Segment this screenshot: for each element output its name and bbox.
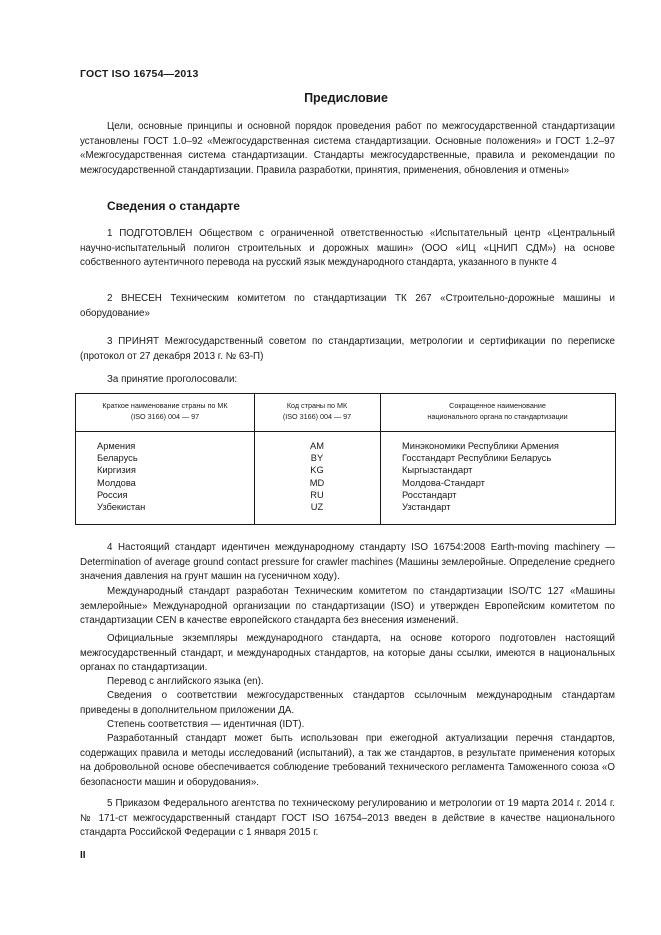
foreword-title-text: Предисловие <box>304 91 388 105</box>
item4-paragraph-6: Степень соответствия — идентичная (IDT). <box>107 719 305 730</box>
info-title: Сведения о стандарте <box>107 199 240 213</box>
table-cell: MD <box>309 477 325 488</box>
item4-paragraph-1: 4 Настоящий стандарт идентичен международному стандарту ISO 16754:2008 Earth-moving machinery — Determination of average ground contact pressure for crawler machines (Машины землеройные. Определение среднего значения давления на грунт машин на гусеничном ходу). <box>80 542 615 583</box>
item4-paragraph-2: Международный стандарт разработан Техническим комитетом по стандартизации ISO/TC 127 «Машины землеройные» Международной организации по стандартизации (ISO) и утвержден Европейским комитетом по стандартизации CEN в качестве европейского стандарта без внесения изменений. <box>80 586 615 627</box>
table-header-body: Сокращенное наименование национального органа по стандартизации <box>427 401 568 421</box>
table-cell: Молдова <box>97 477 136 488</box>
item5-paragraph: 5 Приказом Федерального агентства по техническому регулированию и метрологии от 19 марта 2014 г. 2014 г. № 171-ст межгосударственный стандарт ГОСТ ISO 16754–2013 введен в действие в качестве национального стандарта Российской Федерации с 1 января 2015 г. <box>80 798 615 839</box>
document-id-header: ГОСТ ISO 16754—2013 <box>80 68 199 80</box>
foreword-title <box>0 91 661 105</box>
info-item-3: 3 ПРИНЯТ Межгосударственный советом по стандартизации, метрологии и сертификации по переписке (протокол от 27 декабря 2013 г. № 63-П) <box>80 336 615 362</box>
table-cell: BY <box>310 453 324 464</box>
table-column-bodies <box>402 440 559 513</box>
table-cell: Киргизия <box>97 465 136 476</box>
table-cell: RU <box>310 489 324 500</box>
table-cell: Россия <box>97 489 128 500</box>
table-cell: UZ <box>310 502 324 513</box>
item4-paragraph-5: Сведения о соответствии межгосударственных стандартов ссылочным международным стандартам приведены в дополнительном приложении ДА. <box>80 690 615 716</box>
table-cell: AM <box>310 441 324 451</box>
table-header-country: Краткое наименование страны по МК (ISO 3166) 004 — 97 <box>102 401 228 421</box>
table-cell: Госстандарт Республики Беларусь <box>402 453 552 464</box>
table-cell: Узбекистан <box>97 502 146 513</box>
table-cell: Молдова-Стандарт <box>402 477 485 488</box>
table-header-code: Код страны по МК (ISO 3166) 004 — 97 <box>282 401 352 421</box>
table-column-countries <box>97 440 145 513</box>
table-cell: KG <box>310 465 324 476</box>
info-item-2: 2 ВНЕСЕН Техническим комитетом по стандартизации ТК 267 «Строительно-дорожные машины и оборудование» <box>80 293 615 319</box>
item4-paragraph-4: Перевод с английского языка (en). <box>107 676 264 687</box>
voted-label: За принятие проголосовали: <box>107 374 238 385</box>
table-cell: Узстандарт <box>402 502 451 513</box>
foreword-text: Цели, основные принципы и основной порядок проведения работ по межгосударственной стандартизации установлены ГОСТ 1.0–92 «Межгосударственная система стандартизации. Основные положения» и ГОСТ 1.2–97 «Межгосударственная система стандартизации. Стандарты межгосударственные, правила и рекомендации по межгосударственной стандартизации. Правила разработки, принятия, применения, обновления и отмены» <box>80 121 615 176</box>
table-column-codes <box>254 440 380 513</box>
info-item-1: 1 ПОДГОТОВЛЕН Обществом с ограниченной ответственностью «Испытательный центр «Центральный научно-испытательный полигон строительных и дорожных машин» (ООО «ИЦ «ЦНИП СДМ») на основе собственного аутентичного перевода на русский язык международного стандарта, указанного в пункте 4 <box>80 228 615 269</box>
table-cell: Беларусь <box>97 453 138 464</box>
table-cell: Армения <box>97 441 136 451</box>
table-cell: Кыргызстандарт <box>402 465 473 476</box>
table-cell: Минэкономики Республики Армения <box>402 441 559 451</box>
page-number: II <box>80 850 86 861</box>
item4-paragraph-3: Официальные экземпляры международного стандарта, на основе которого подготовлен настоящий межгосударственный стандарт, и международных стандартов, на которые даны ссылки, имеются в национальных органах по стандартизации. <box>80 633 615 674</box>
table-cell: Росстандарт <box>402 489 457 500</box>
voting-table <box>75 393 616 525</box>
item4-paragraph-7: Разработанный стандарт может быть использован при ежегодной актуализации перечня стандартов, содержащих правила и методы исследований (испытаний), а так же стандартов, в результате применения которых на добровольной основе обеспечивается соблюдение требований технического регламента Таможенного союза «О безопасности машин и оборудования». <box>80 733 615 788</box>
